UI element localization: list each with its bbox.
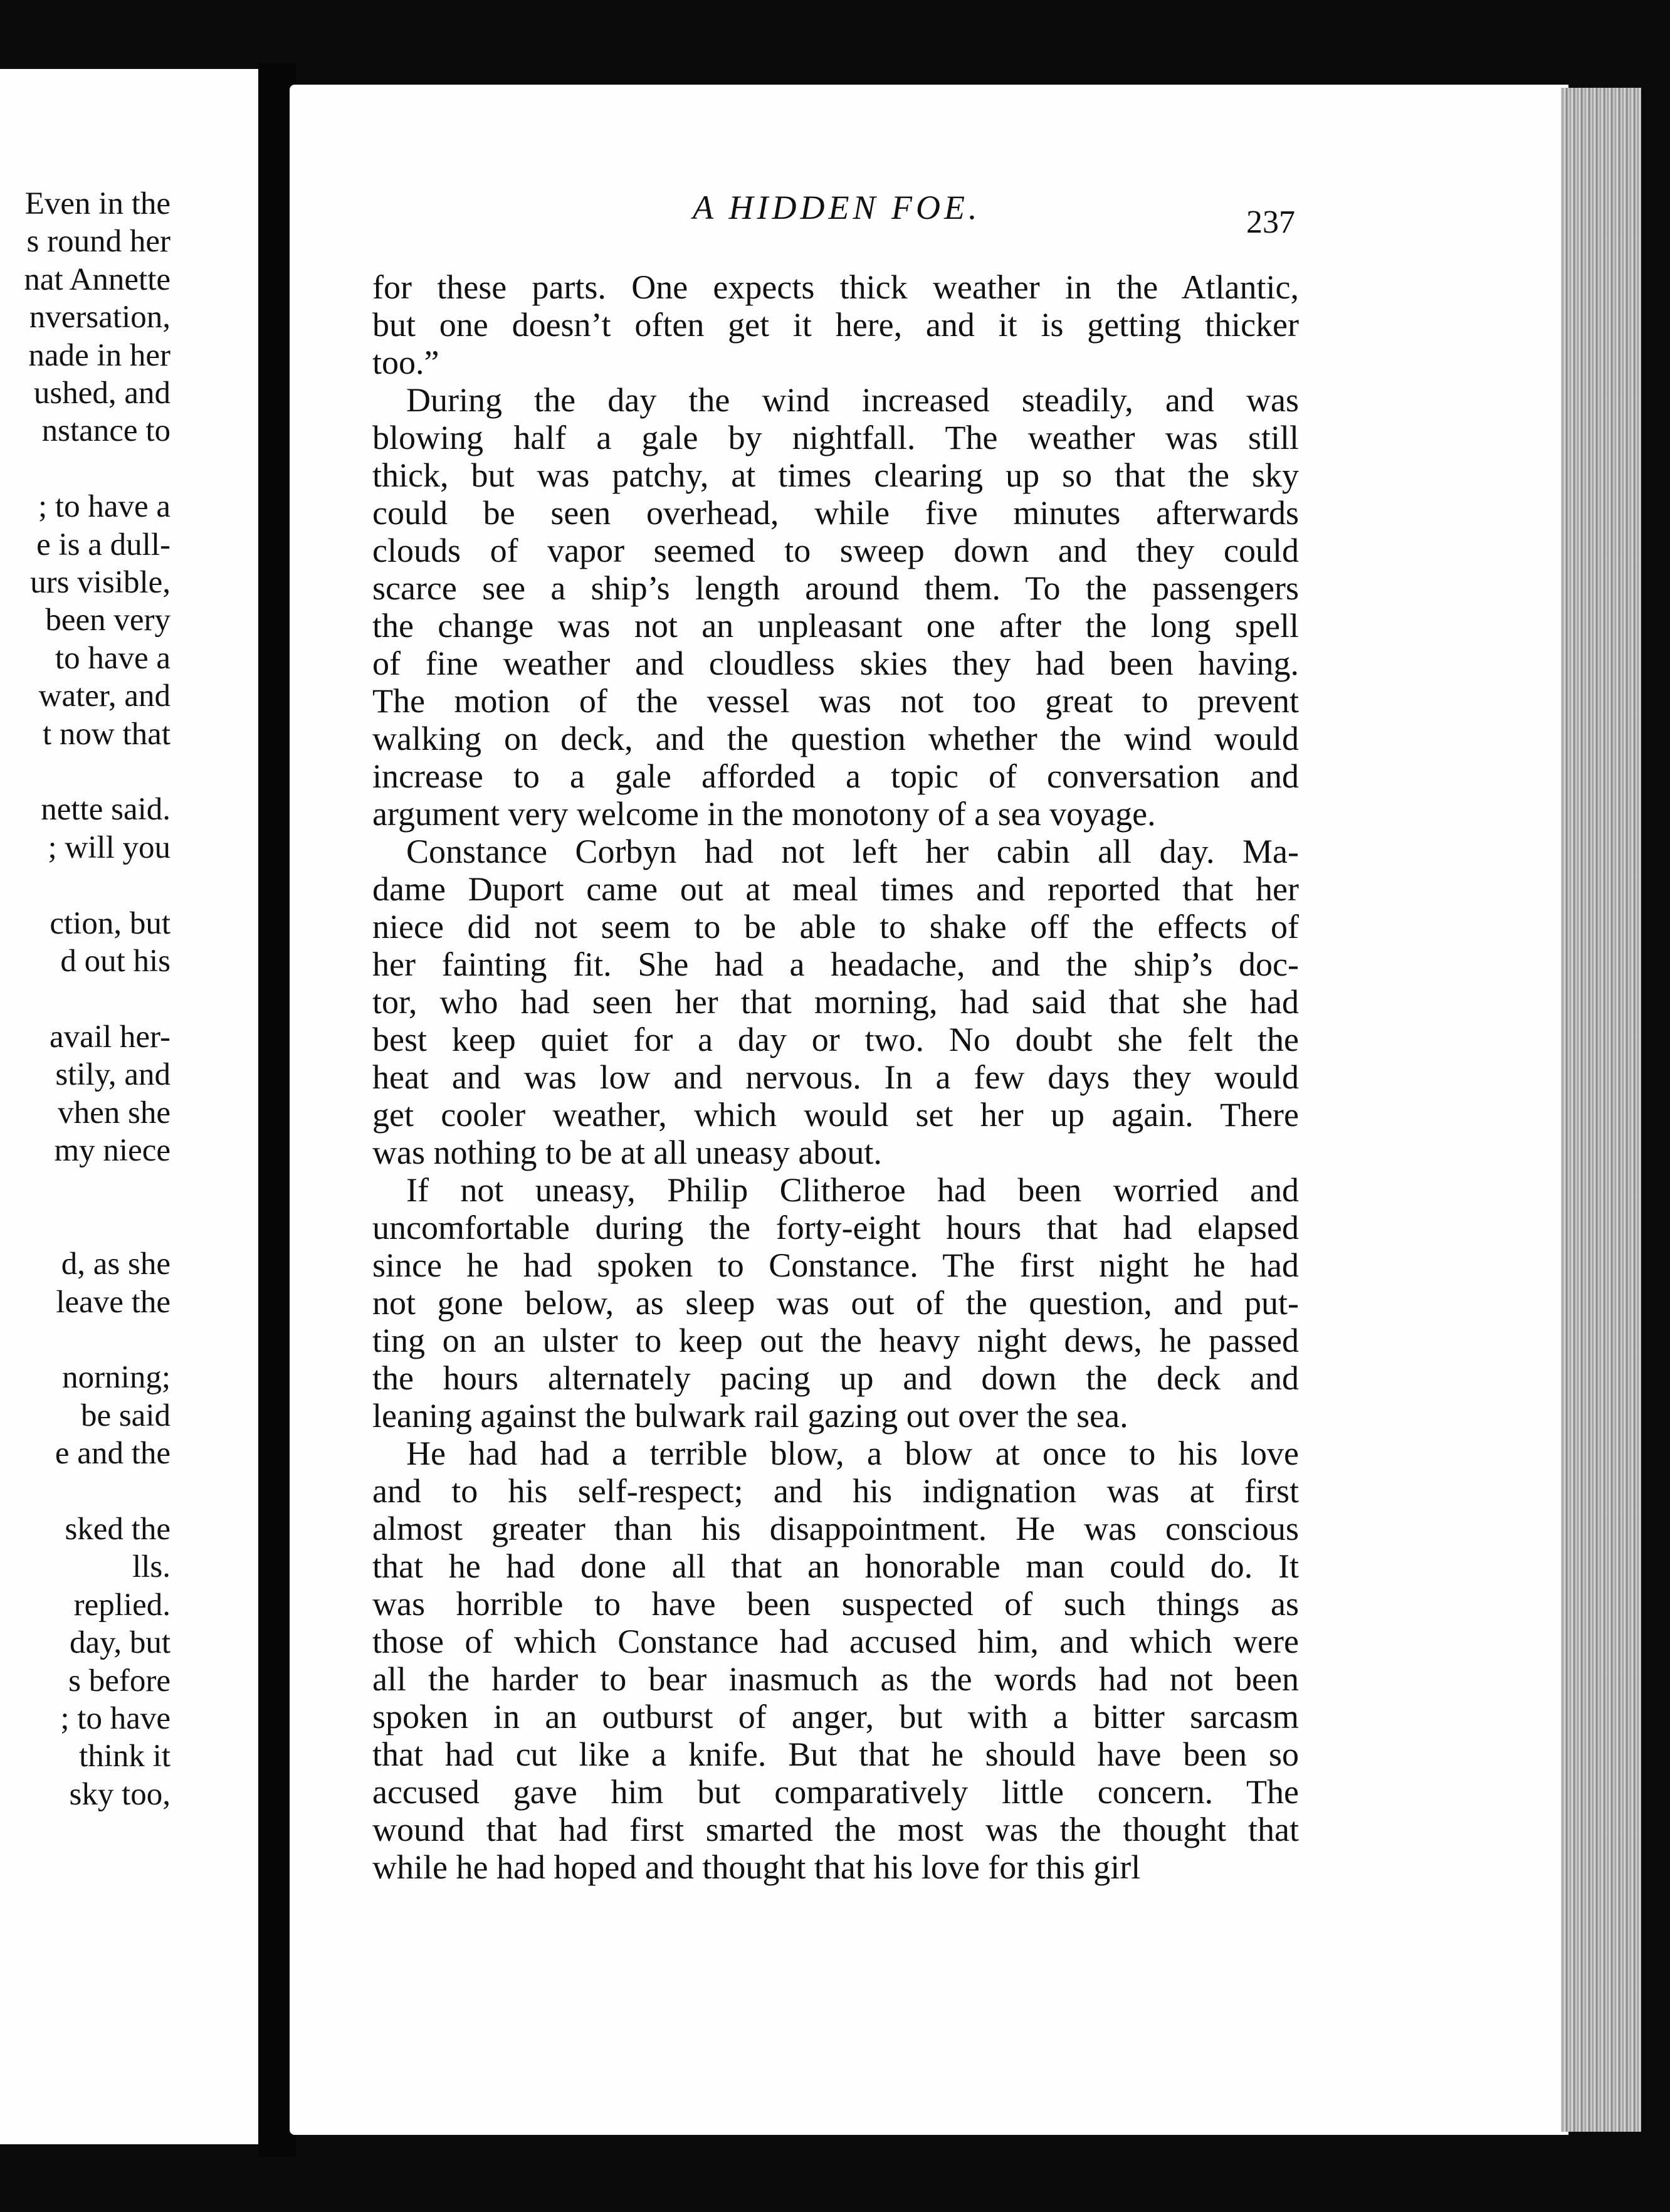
text-line: was nothing to be at all uneasy about. [372, 1134, 882, 1171]
facing-page-line: leave the [56, 1284, 171, 1320]
facing-page-line: d, as she [61, 1246, 171, 1282]
facing-page-line: water, and [38, 678, 171, 714]
facing-page-line: t now that [43, 716, 171, 752]
facing-page-line: avail her- [50, 1019, 171, 1055]
facing-page-line: e and the [55, 1436, 171, 1472]
text-line: not gone below, as sleep was out of the question, and put- [372, 1284, 1299, 1322]
facing-page-line: my niece [54, 1133, 171, 1168]
text-line: thick, but was patchy, at times clearing up so that the sky [372, 456, 1299, 494]
text-line: niece did not seem to be able to shake off the effects of [372, 908, 1299, 945]
text-line: the hours alternately pacing up and down the deck and [372, 1359, 1299, 1397]
text-line: Constance Corbyn had not left her cabin all day. Ma- [406, 833, 1299, 870]
facing-page-line: nette said. [41, 792, 171, 828]
page-number: 237 [1246, 204, 1295, 240]
text-line: increase to a gale afforded a topic of conversation and [372, 757, 1299, 795]
text-line: accused gave him but comparatively little concern. The [372, 1773, 1299, 1811]
facing-page-line: be said [80, 1398, 171, 1433]
text-line: uncomfortable during the forty-eight hours that had elapsed [372, 1209, 1299, 1246]
text-line: of fine weather and cloudless skies they had been having. [372, 645, 1299, 682]
facing-page-line: replied. [73, 1587, 171, 1623]
facing-page-line: ; will you [48, 830, 171, 865]
text-line: dame Duport came out at meal times and reported that her [372, 870, 1299, 908]
text-line: for these parts. One expects thick weather in the Atlantic, [372, 268, 1299, 306]
text-line: and to his self-respect; and his indignation was at first [372, 1472, 1299, 1510]
facing-page-line: ; to have [60, 1701, 171, 1736]
text-line: but one doesn’t often get it here, and it is getting thicker [372, 306, 1299, 344]
text-line: best keep quiet for a day or two. No doubt she felt the [372, 1021, 1299, 1058]
facing-page-line: vhen she [58, 1095, 171, 1130]
text-line: He had had a terrible blow, a blow at once to his love [406, 1435, 1299, 1472]
facing-page-line: ; to have a [38, 489, 171, 525]
text-line: almost greater than his disappointment. He was conscious [372, 1510, 1299, 1547]
text-line: those of which Constance had accused him, and which were [372, 1623, 1299, 1660]
facing-page-line: nversation, [29, 300, 171, 335]
text-line: blowing half a gale by nightfall. The weather was still [372, 419, 1299, 456]
body-text [372, 268, 1299, 1886]
text-line: The motion of the vessel was not too great to prevent [372, 682, 1299, 720]
text-line: heat and was low and nervous. In a few days they would [372, 1058, 1299, 1096]
text-line: clouds of vapor seemed to sweep down and they could [372, 532, 1299, 569]
text-line: that had cut like a knife. But that he should have been so [372, 1735, 1299, 1773]
text-line: walking on deck, and the question whether the wind would [372, 720, 1299, 757]
text-line: all the harder to bear inasmuch as the words had not been [372, 1660, 1299, 1698]
facing-page-line: nat Annette [24, 261, 171, 297]
facing-page-line: think it [79, 1739, 171, 1774]
running-head: A HIDDEN FOE. [693, 189, 981, 226]
page-edges [1561, 88, 1641, 2132]
facing-page-line: sked the [65, 1512, 171, 1547]
facing-page-line: s before [68, 1663, 171, 1698]
facing-page-line: sky too, [69, 1776, 171, 1812]
facing-page-line: lls. [132, 1549, 171, 1585]
facing-page-line: to have a [55, 640, 171, 676]
text-line: too.” [372, 344, 439, 381]
left-page [0, 69, 263, 2144]
text-line: get cooler weather, which would set her up again. There [372, 1096, 1299, 1134]
facing-page-line: urs visible, [30, 565, 171, 600]
facing-page-line: norning; [62, 1360, 171, 1396]
text-line: her fainting fit. She had a headache, and the ship’s doc- [372, 945, 1299, 983]
facing-page-line: stily, and [55, 1057, 171, 1093]
text-line: spoken in an outburst of anger, but with a bitter sarcasm [372, 1698, 1299, 1735]
text-line: that he had done all that an honorable man could do. It [372, 1547, 1299, 1585]
text-line: tor, who had seen her that morning, had said that she had [372, 983, 1299, 1021]
facing-page-line: nade in her [28, 337, 171, 373]
facing-page-line: day, but [70, 1625, 171, 1661]
text-line: since he had spoken to Constance. The first night he had [372, 1246, 1299, 1284]
text-line: scarce see a ship’s length around them. To the passengers [372, 569, 1299, 607]
text-line: If not uneasy, Philip Clitheroe had been worried and [406, 1171, 1299, 1209]
text-line: leaning against the bulwark rail gazing out over the sea. [372, 1397, 1128, 1435]
facing-page-line: ushed, and [33, 376, 171, 411]
text-line: could be seen overhead, while five minutes afterwards [372, 494, 1299, 532]
text-line: the change was not an unpleasant one after the long spell [372, 607, 1299, 645]
text-line: argument very welcome in the monotony of a sea voyage. [372, 795, 1156, 833]
facing-page-line: Even in the [24, 186, 171, 221]
text-line: ting on an ulster to keep out the heavy night dews, he passed [372, 1322, 1299, 1359]
text-line: During the day the wind increased steadily, and was [406, 381, 1299, 419]
facing-page-line: nstance to [41, 413, 171, 449]
text-line: wound that had first smarted the most was the thought that [372, 1811, 1299, 1848]
facing-page-line: s round her [26, 224, 171, 260]
text-line: was horrible to have been suspected of such things as [372, 1585, 1299, 1623]
text-line: while he had hoped and thought that his love for this girl [372, 1848, 1141, 1886]
facing-page-line: ction, but [50, 905, 171, 941]
facing-page-line: d out his [60, 944, 171, 979]
facing-page-line: e is a dull- [36, 527, 171, 562]
facing-page-line: been very [45, 603, 171, 638]
